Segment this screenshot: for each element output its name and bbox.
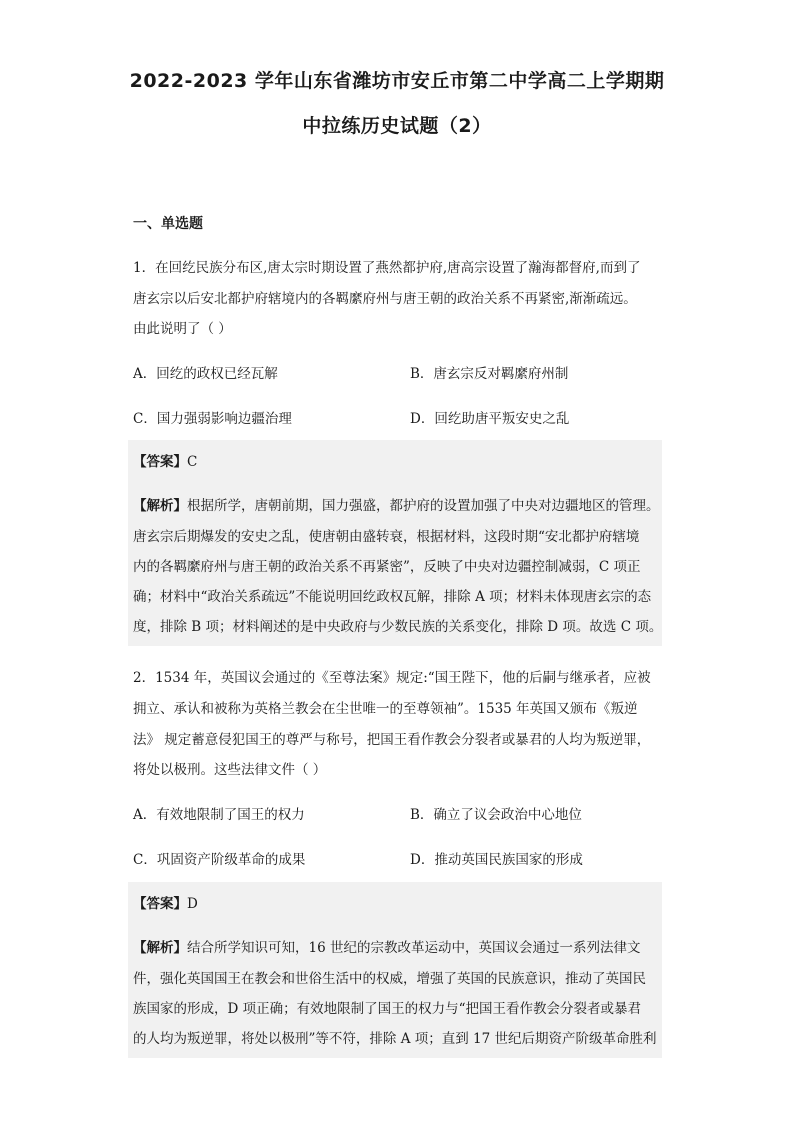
question-2-option-c: C．巩固资产阶级革命的成果 (133, 852, 306, 868)
question-2-stem-line-1: 2．1534 年，英国议会通过的《至尊法案》规定:“国王陛下，他的后嗣与继承者，应被 (133, 670, 651, 686)
answer-value: C (187, 454, 198, 470)
question-1-stem-line-1: 1．在回纥民族分布区,唐太宗时期设置了燕然都护府,唐高宗设置了瀚海都督府,而到了 (133, 260, 641, 276)
question-2-option-b: B．确立了议会政治中心地位 (410, 807, 582, 823)
question-2-option-d: D．推动英国民族国家的形成 (410, 852, 583, 868)
question-2-analysis-line-1 (133, 936, 640, 956)
question-2-analysis-line-4: 的人均为叛逆罪，将处以极刑”等不符，排除 A 项；直到 17 世纪后期资产阶级革命胜利 (133, 1031, 657, 1047)
question-1-answer-block (128, 440, 662, 646)
analysis-text: 结合所学知识可知，16 世纪的宗教改革运动中，英国议会通过一系列法律文 (187, 940, 641, 956)
question-2-stem-line-3: 法》 规定蓄意侵犯国王的尊严与称号，把国王看作教会分裂者或暴君的人均为叛逆罪， (133, 732, 651, 748)
question-2-analysis-line-2: 件，强化英国国王在教会和世俗生活中的权威，增强了英国的民族意识，推动了英国民 (133, 971, 646, 987)
question-1-analysis-line-1 (133, 494, 660, 514)
question-2-option-a: A．有效地限制了国王的权力 (133, 807, 305, 823)
question-1-stem-line-3: 由此说明了（ ） (133, 321, 232, 337)
question-1-stem-line-2: 唐玄宗以后安北都护府辖境内的各羁縻府州与唐王朝的政治关系不再紧密,渐渐疏远。 (133, 291, 637, 307)
analysis-text: 根据所学，唐朝前期，国力强盛，都护府的设置加强了中央对边疆地区的管理。 (187, 498, 660, 514)
document-title-line-2: 中拉练历史试题（2） (302, 115, 492, 137)
document-title-line-1: 2022-2023 学年山东省潍坊市安丘市第二中学高二上学期期 (129, 70, 665, 92)
answer-value: D (187, 896, 198, 912)
question-1-analysis-line-2: 唐玄宗后期爆发的安史之乱，使唐朝由盛转衰，根据材料，这段时期“安北都护府辖境 (133, 529, 640, 545)
question-2-answer-block (128, 882, 662, 1058)
analysis-label: 【解析】 (133, 940, 187, 956)
analysis-label: 【解析】 (133, 498, 187, 514)
question-1-analysis-line-3: 内的各羁縻府州与唐王朝的政治关系不再紧密”，反映了中央对边疆控制减弱，C 项正 (133, 559, 641, 575)
question-1-option-d: D．回纥助唐平叛安史之乱 (410, 411, 570, 427)
question-2-answer (133, 892, 198, 912)
question-1-option-c: C．国力强弱影响边疆治理 (133, 411, 292, 427)
question-1-analysis-line-5: 度，排除 B 项；材料阐述的是中央政府与少数民族的关系变化，排除 D 项。故选 C 项。 (133, 619, 663, 635)
section-heading: 一、单选题 (133, 216, 203, 232)
answer-label: 【答案】 (133, 896, 187, 912)
question-1-analysis-line-4: 确；材料中“政治关系疏远”不能说明回纥政权瓦解，排除 A 项；材料未体现唐玄宗的态 (133, 589, 652, 605)
question-2-stem-line-4: 将处以极刑。这些法律文件（ ） (133, 762, 327, 778)
question-1-answer (133, 450, 197, 470)
question-2-analysis-line-3: 族国家的形成，D 项正确；有效地限制了国王的权力与“把国王看作教会分裂者或暴君 (133, 1001, 642, 1017)
question-2-stem-line-2: 拥立、承认和被称为英格兰教会在尘世唯一的至尊领袖”。1535 年英国又颁布《叛逆 (133, 701, 638, 717)
answer-label: 【答案】 (133, 454, 187, 470)
question-1-option-b: B．唐玄宗反对羁縻府州制 (410, 366, 569, 382)
question-1-option-a: A．回纥的政权已经瓦解 (133, 366, 278, 382)
